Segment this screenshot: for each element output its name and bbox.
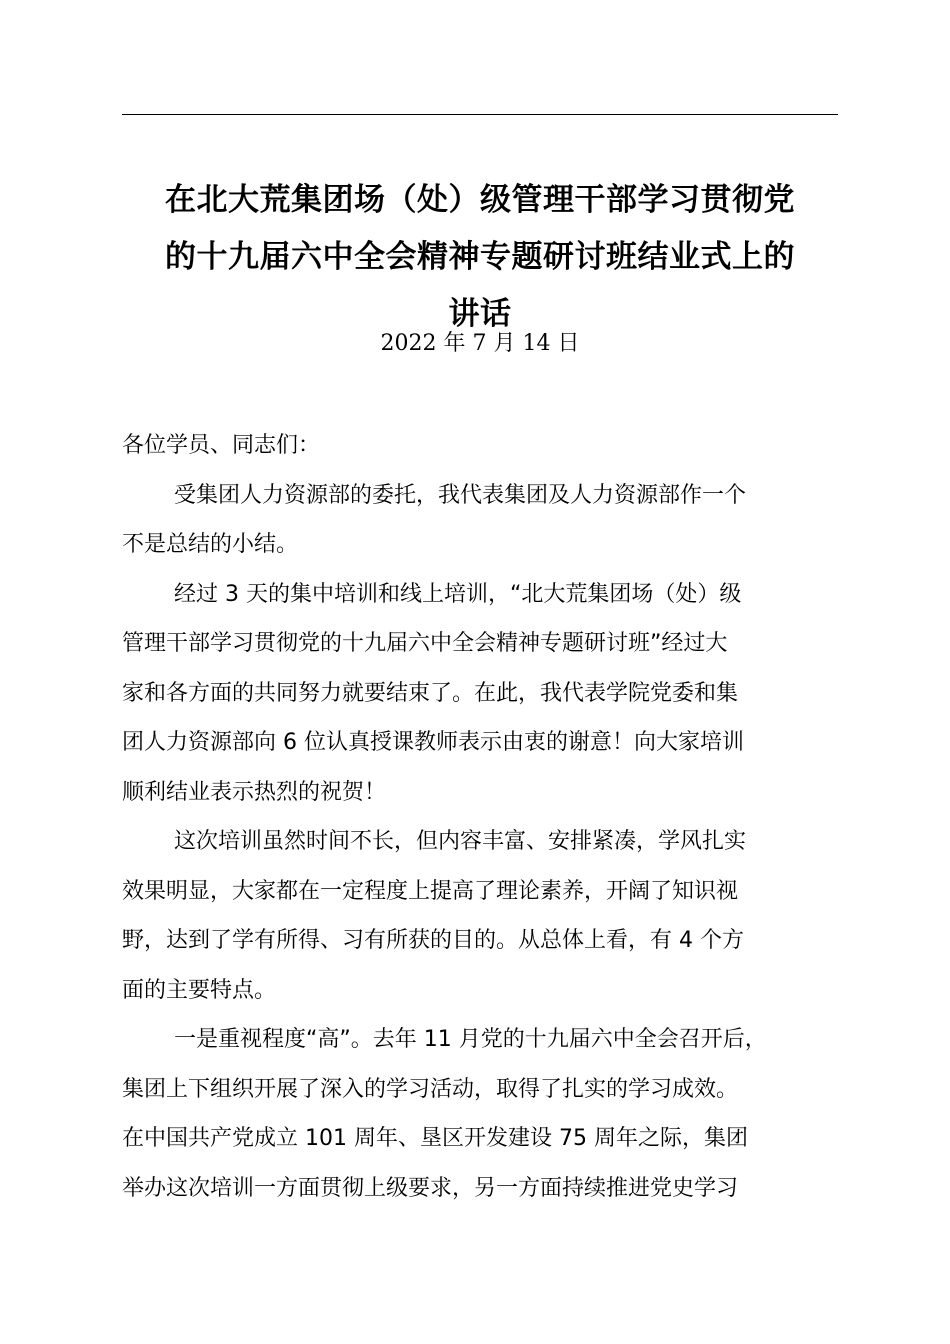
paragraph-line: 野，达到了学有所得、习有所获的目的。从总体上看，有 4 个方 — [122, 928, 744, 953]
paragraph-line: 效果明显，大家都在一定程度上提高了理论素养，开阔了知识视 — [122, 878, 739, 904]
paragraph-line: 经过 3 天的集中培训和线上培训，“北大荒集团场（处）级 — [174, 581, 742, 607]
document-title — [110, 172, 850, 343]
paragraph-line: 管理干部学习贯彻党的十九届六中全会精神专题研讨班”经过大 — [122, 631, 728, 656]
paragraph — [122, 1015, 862, 1213]
paragraph-line: 家和各方面的共同努力就要结束了。在此，我代表学院党委和集 — [122, 680, 739, 706]
paragraph-line: 在中国共产党成立 101 周年、垦区开发建设 75 周年之际，集团 — [122, 1126, 748, 1151]
title-line: 讲话 — [448, 296, 512, 332]
document-body — [122, 421, 862, 1213]
paragraph-line: 举办这次培训一方面贯彻上级要求，另一方面持续推进党史学习 — [122, 1175, 739, 1201]
paragraph-line: 一是重视程度“高”。去年 11 月党的十九届六中全会召开后， — [174, 1027, 767, 1052]
paragraph-line: 集团上下组织开展了深入的学习活动，取得了扎实的学习成效。 — [122, 1076, 739, 1102]
salutation: 各位学员、同志们： — [122, 433, 321, 458]
title-line: 的十九届六中全会精神专题研讨班结业式上的 — [165, 239, 795, 275]
paragraph-line: 这次培训虽然时间不长，但内容丰富、安排紧凑，学风扎实 — [174, 829, 747, 854]
paragraph — [122, 570, 862, 818]
paragraph-line: 顺利结业表示热烈的祝贺！ — [122, 779, 387, 805]
paragraph — [122, 817, 862, 1015]
title-line: 在北大荒集团场（处）级管理干部学习贯彻党 — [165, 182, 795, 218]
paragraph-line: 团人力资源部向 6 位认真授课教师表示由衷的谢意！向大家培训 — [122, 730, 744, 755]
paragraph — [122, 471, 862, 570]
paragraph-line: 受集团人力资源部的委托，我代表集团及人力资源部作一个 — [174, 482, 747, 508]
paragraph-line: 不是总结的小结。 — [122, 532, 299, 557]
paragraph-line: 面的主要特点。 — [122, 977, 277, 1003]
document-date: 2022 年 7 月 14 日 — [380, 331, 580, 356]
header-rule — [122, 114, 838, 115]
